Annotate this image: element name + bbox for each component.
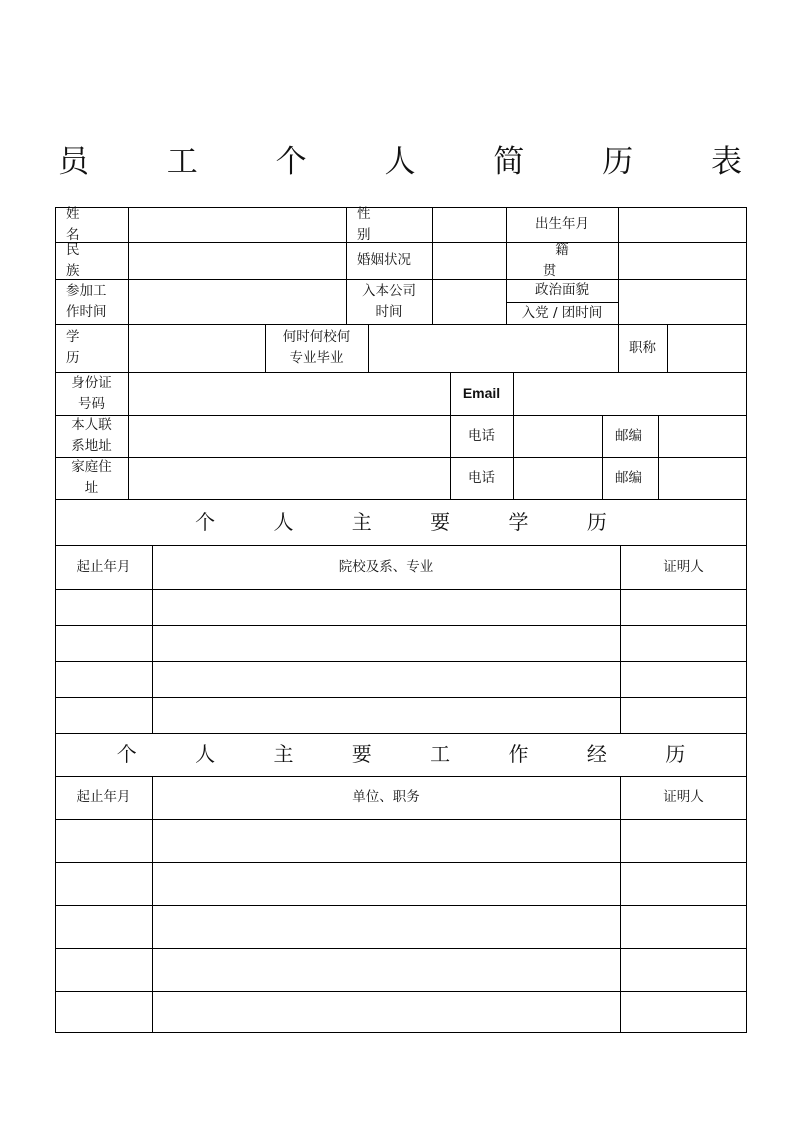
education-row[interactable] — [56, 626, 746, 661]
page-title: 员 工 个 人 简 历 表 — [57, 144, 777, 180]
ethnicity-label: 民 族 — [66, 241, 105, 279]
professional-title-label: 职称 — [629, 339, 656, 356]
id-number-label — [55, 372, 128, 415]
home-address-label-line1: 家庭住 — [71, 459, 112, 475]
email-field[interactable] — [514, 373, 746, 415]
education-row[interactable] — [56, 662, 746, 697]
work-row[interactable] — [56, 992, 746, 1032]
id-number-label-line1: 身份证 — [71, 374, 112, 391]
work-start-field[interactable] — [129, 280, 346, 324]
join-company-field[interactable] — [433, 280, 506, 324]
address-label-line2: 系地址 — [71, 438, 112, 454]
postcode-label: 邮编 — [615, 427, 642, 444]
work-section-heading: 个 人 主 要 工 作 经 历 — [116, 742, 712, 766]
join-company-label — [346, 279, 432, 324]
work-start-label — [55, 279, 128, 324]
id-number-label-line2: 号码 — [78, 395, 105, 412]
home-phone-field[interactable] — [514, 458, 602, 499]
graduation-field[interactable] — [369, 325, 618, 372]
work-row[interactable] — [56, 863, 746, 905]
id-number-field[interactable] — [129, 373, 450, 415]
edu-col-witness: 证明人 — [663, 558, 704, 575]
work-start-label-line2: 作时间 — [66, 303, 107, 320]
phone-label: 电话 — [468, 427, 495, 444]
gender-label: 性 别 — [357, 205, 396, 243]
education-field[interactable] — [129, 325, 265, 372]
home-postcode-label: 邮编 — [615, 469, 642, 486]
address-label — [55, 415, 128, 457]
edu-col-date: 起止年月 — [76, 558, 131, 575]
education-row[interactable] — [56, 698, 746, 733]
graduation-label-line1: 何时何校何 — [282, 329, 351, 345]
marital-label: 婚姻状况 — [357, 252, 411, 268]
professional-title-field[interactable] — [668, 325, 746, 372]
name-label: 姓 名 — [66, 205, 105, 243]
work-col-position: 单位、职务 — [352, 789, 420, 805]
home-address-label-line2: 址 — [84, 480, 99, 496]
birth-label: 出生年月 — [535, 216, 589, 232]
join-company-label-line1: 入本公司 — [362, 282, 416, 299]
work-row[interactable] — [56, 949, 746, 991]
work-col-date: 起止年月 — [76, 789, 131, 805]
postcode-field[interactable] — [659, 416, 746, 457]
home-postcode-field[interactable] — [659, 458, 746, 499]
name-field[interactable] — [129, 208, 346, 242]
native-place-label: 籍 贯 — [542, 241, 594, 279]
resume-form — [55, 207, 747, 1033]
education-label: 学 历 — [66, 329, 105, 366]
rule — [746, 207, 747, 1033]
work-row[interactable] — [56, 906, 746, 948]
address-label-line1: 本人联 — [71, 417, 112, 433]
phone-field[interactable] — [514, 416, 602, 457]
native-place-field[interactable] — [619, 243, 746, 279]
home-address-label — [55, 457, 128, 499]
education-row[interactable] — [56, 590, 746, 625]
graduation-label-line2: 专业毕业 — [289, 350, 344, 366]
edu-col-school: 院校及系、专业 — [338, 558, 434, 575]
gender-field[interactable] — [433, 208, 506, 242]
work-col-witness: 证明人 — [663, 789, 704, 805]
home-phone-label: 电话 — [468, 469, 495, 486]
marital-field[interactable] — [433, 243, 506, 279]
political-status-label: 政治面貌 — [535, 282, 589, 298]
work-start-label-line1: 参加工 — [66, 282, 107, 299]
join-company-label-line2: 时间 — [375, 303, 403, 320]
address-field[interactable] — [129, 416, 450, 457]
email-label: Email — [462, 385, 501, 401]
education-section-heading: 个 人 主 要 学 历 — [195, 509, 633, 534]
party-join-time-label: 入党 / 团时间 — [521, 304, 603, 321]
graduation-label — [265, 324, 368, 372]
work-row[interactable] — [56, 820, 746, 862]
political-status-field[interactable] — [619, 280, 746, 324]
rule — [55, 1032, 747, 1033]
home-address-field[interactable] — [129, 458, 450, 499]
birth-field[interactable] — [619, 208, 746, 242]
ethnicity-field[interactable] — [129, 243, 346, 279]
